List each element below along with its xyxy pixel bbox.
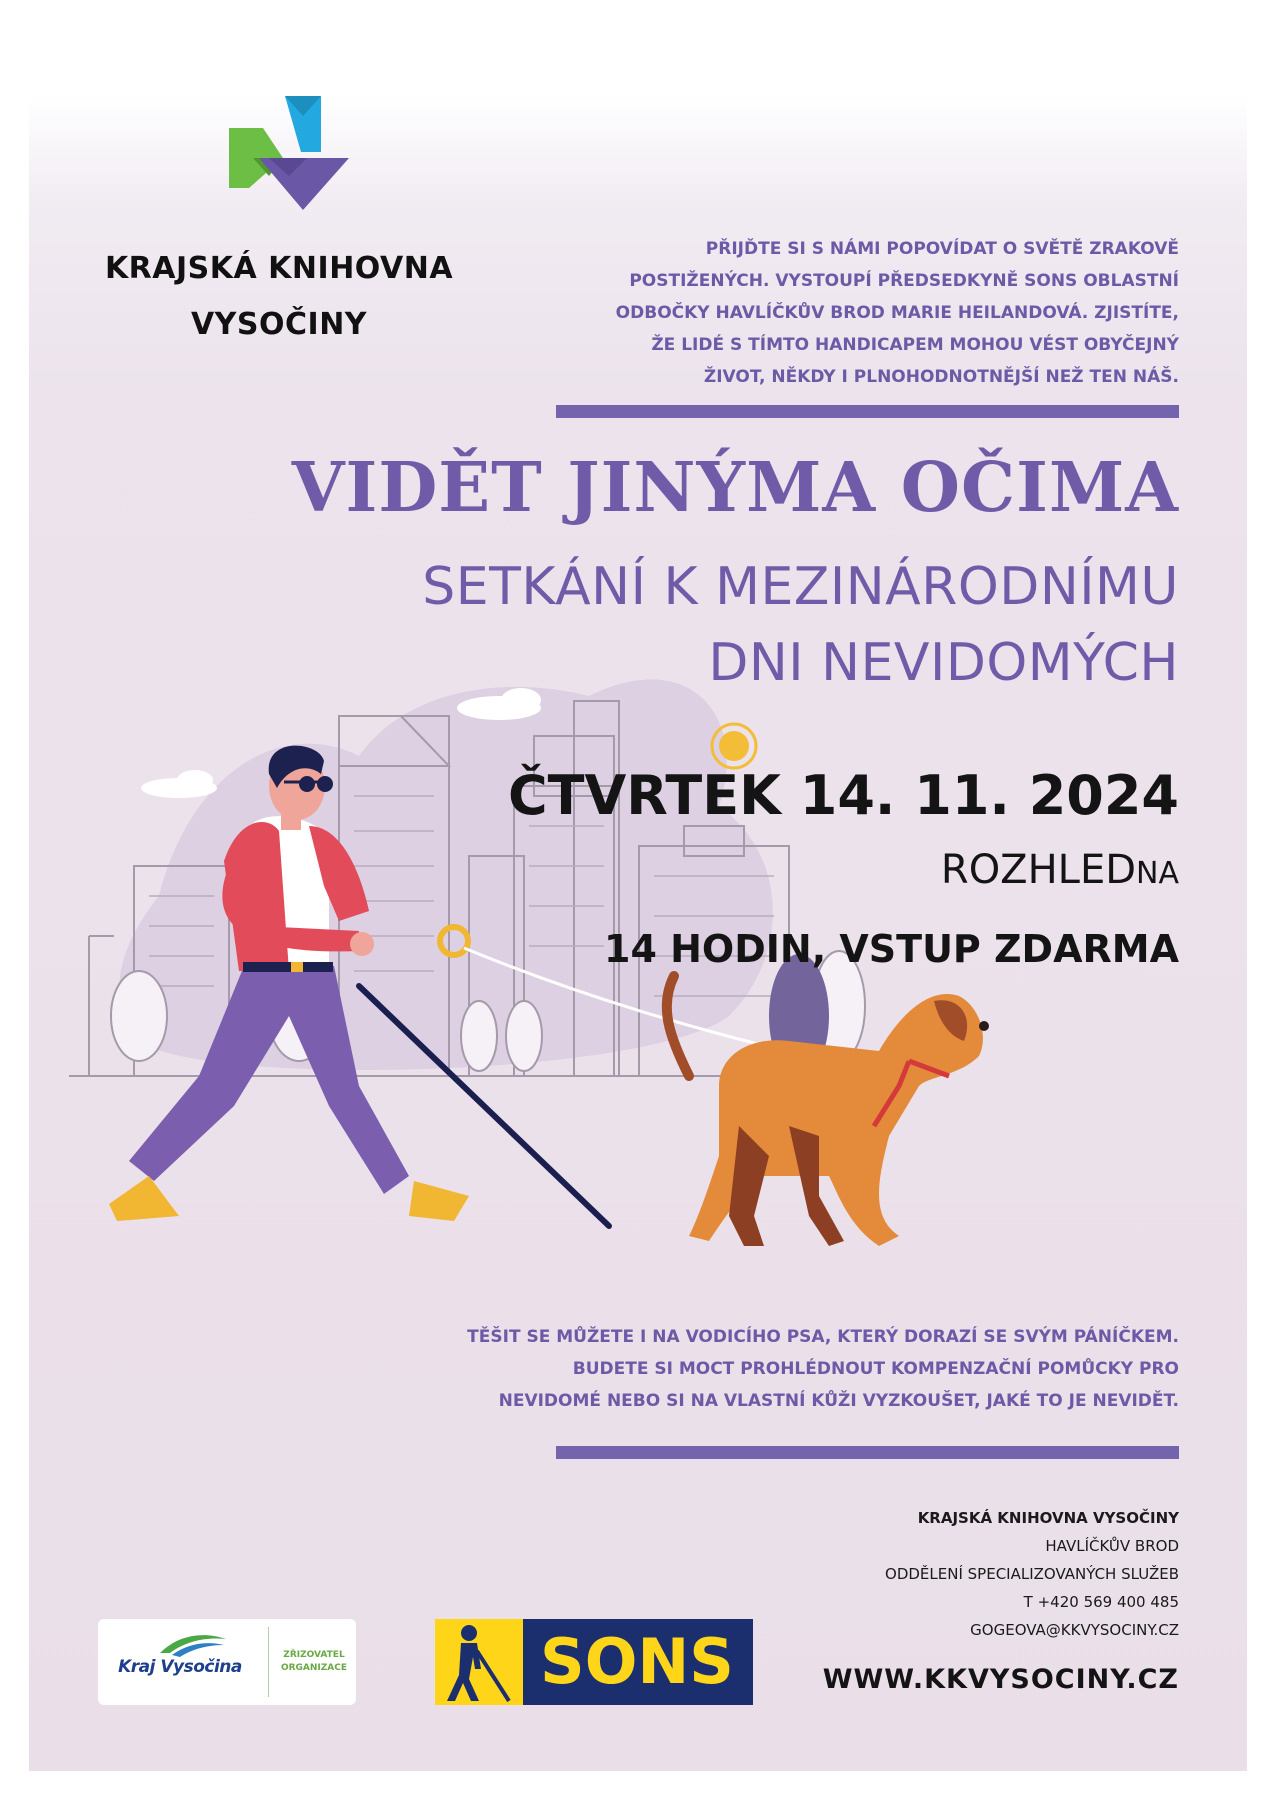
intro-line: ŽE LIDÉ S TÍMTO HANDICAPEM MOHOU VÉST OBYČEJNÝ: [651, 335, 1179, 355]
contact-city: HAVLÍČKŮV BROD: [1045, 1537, 1179, 1555]
library-logo-icon: [229, 96, 369, 226]
divider-top: [556, 405, 1179, 418]
kraj-vysocina-logo: [98, 1619, 356, 1705]
outro-text: [279, 1321, 1179, 1417]
library-name-line1: KRAJSKÁ KNIHOVNA: [104, 251, 454, 286]
subtitle-line1: SETKÁNÍ K MEZINÁRODNÍMU: [422, 557, 1179, 617]
sons-logo: [435, 1619, 753, 1705]
contact-phone: T +420 569 400 485: [1023, 1593, 1179, 1611]
venue-suffix: NA: [1136, 856, 1179, 891]
outro-line: BUDETE SI MOCT PROHLÉDNOUT KOMPENZAČNÍ POMŮCKY PRO: [572, 1359, 1179, 1379]
kraj-vysocina-swoosh-icon: [158, 1631, 228, 1657]
contact-department: ODDĚLENÍ SPECIALIZOVANÝCH SLUŽEB: [885, 1565, 1179, 1583]
outro-line: TĚŠIT SE MŮŽETE I NA VODICÍHO PSA, KTERÝ DORAZÍ SE SVÝM PÁNÍČKEM.: [467, 1327, 1179, 1347]
subtitle-line2: DNI NEVIDOMÝCH: [708, 633, 1179, 693]
library-name: [79, 241, 479, 353]
library-name-line2: VYSOČINY: [190, 307, 368, 342]
kraj-note: [274, 1649, 354, 1675]
divider-bottom: [556, 1446, 1179, 1459]
contact-email: GOGEOVA@KKVYSOCINY.CZ: [970, 1621, 1179, 1639]
intro-line: ODBOČKY HAVLÍČKŮV BROD MARIE HEILANDOVÁ. ZJISTÍTE,: [615, 303, 1179, 323]
intro-line: POSTIŽENÝCH. VYSTOUPÍ PŘEDSEDKYNĚ SONS OBLASTNÍ: [629, 271, 1179, 291]
intro-line: PŘIJĎTE SI S NÁMI POPOVÍDAT O SVĚTĚ ZRAKOVĚ: [705, 239, 1179, 259]
poster: [29, 96, 1247, 1771]
contact-block: [679, 1504, 1179, 1644]
kraj-divider: [268, 1627, 269, 1697]
kraj-note-line1: ZŘIZOVATEL: [283, 1650, 345, 1660]
event-date: ČTVRTEK 14. 11. 2024: [508, 764, 1179, 827]
event-venue: [579, 842, 1179, 902]
sons-name: SONS: [540, 1625, 734, 1698]
event-title: VIDĚT JINÝMA OČIMA: [291, 448, 1179, 528]
kraj-note-line2: ORGANIZACE: [280, 1663, 348, 1673]
venue-main: ROZHLED: [940, 847, 1137, 893]
outro-line: NEVIDOMÉ NEBO SI NA VLASTNÍ KŮŽI VYZKOUŠET, JAKÉ TO JE NEVIDĚT.: [498, 1391, 1179, 1411]
contact-org: KRAJSKÁ KNIHOVNA VYSOČINY: [917, 1509, 1179, 1527]
kraj-name: Kraj Vysočina: [118, 1657, 242, 1677]
website-link: WWW.KKVYSOCINY.CZ: [822, 1664, 1179, 1695]
event-time: 14 HODIN, VSTUP ZDARMA: [604, 927, 1179, 971]
intro-line: ŽIVOT, NĚKDY I PLNOHODNOTNĚJŠÍ NEŽ TEN NÁŠ.: [703, 367, 1179, 387]
intro-text: [539, 233, 1179, 393]
